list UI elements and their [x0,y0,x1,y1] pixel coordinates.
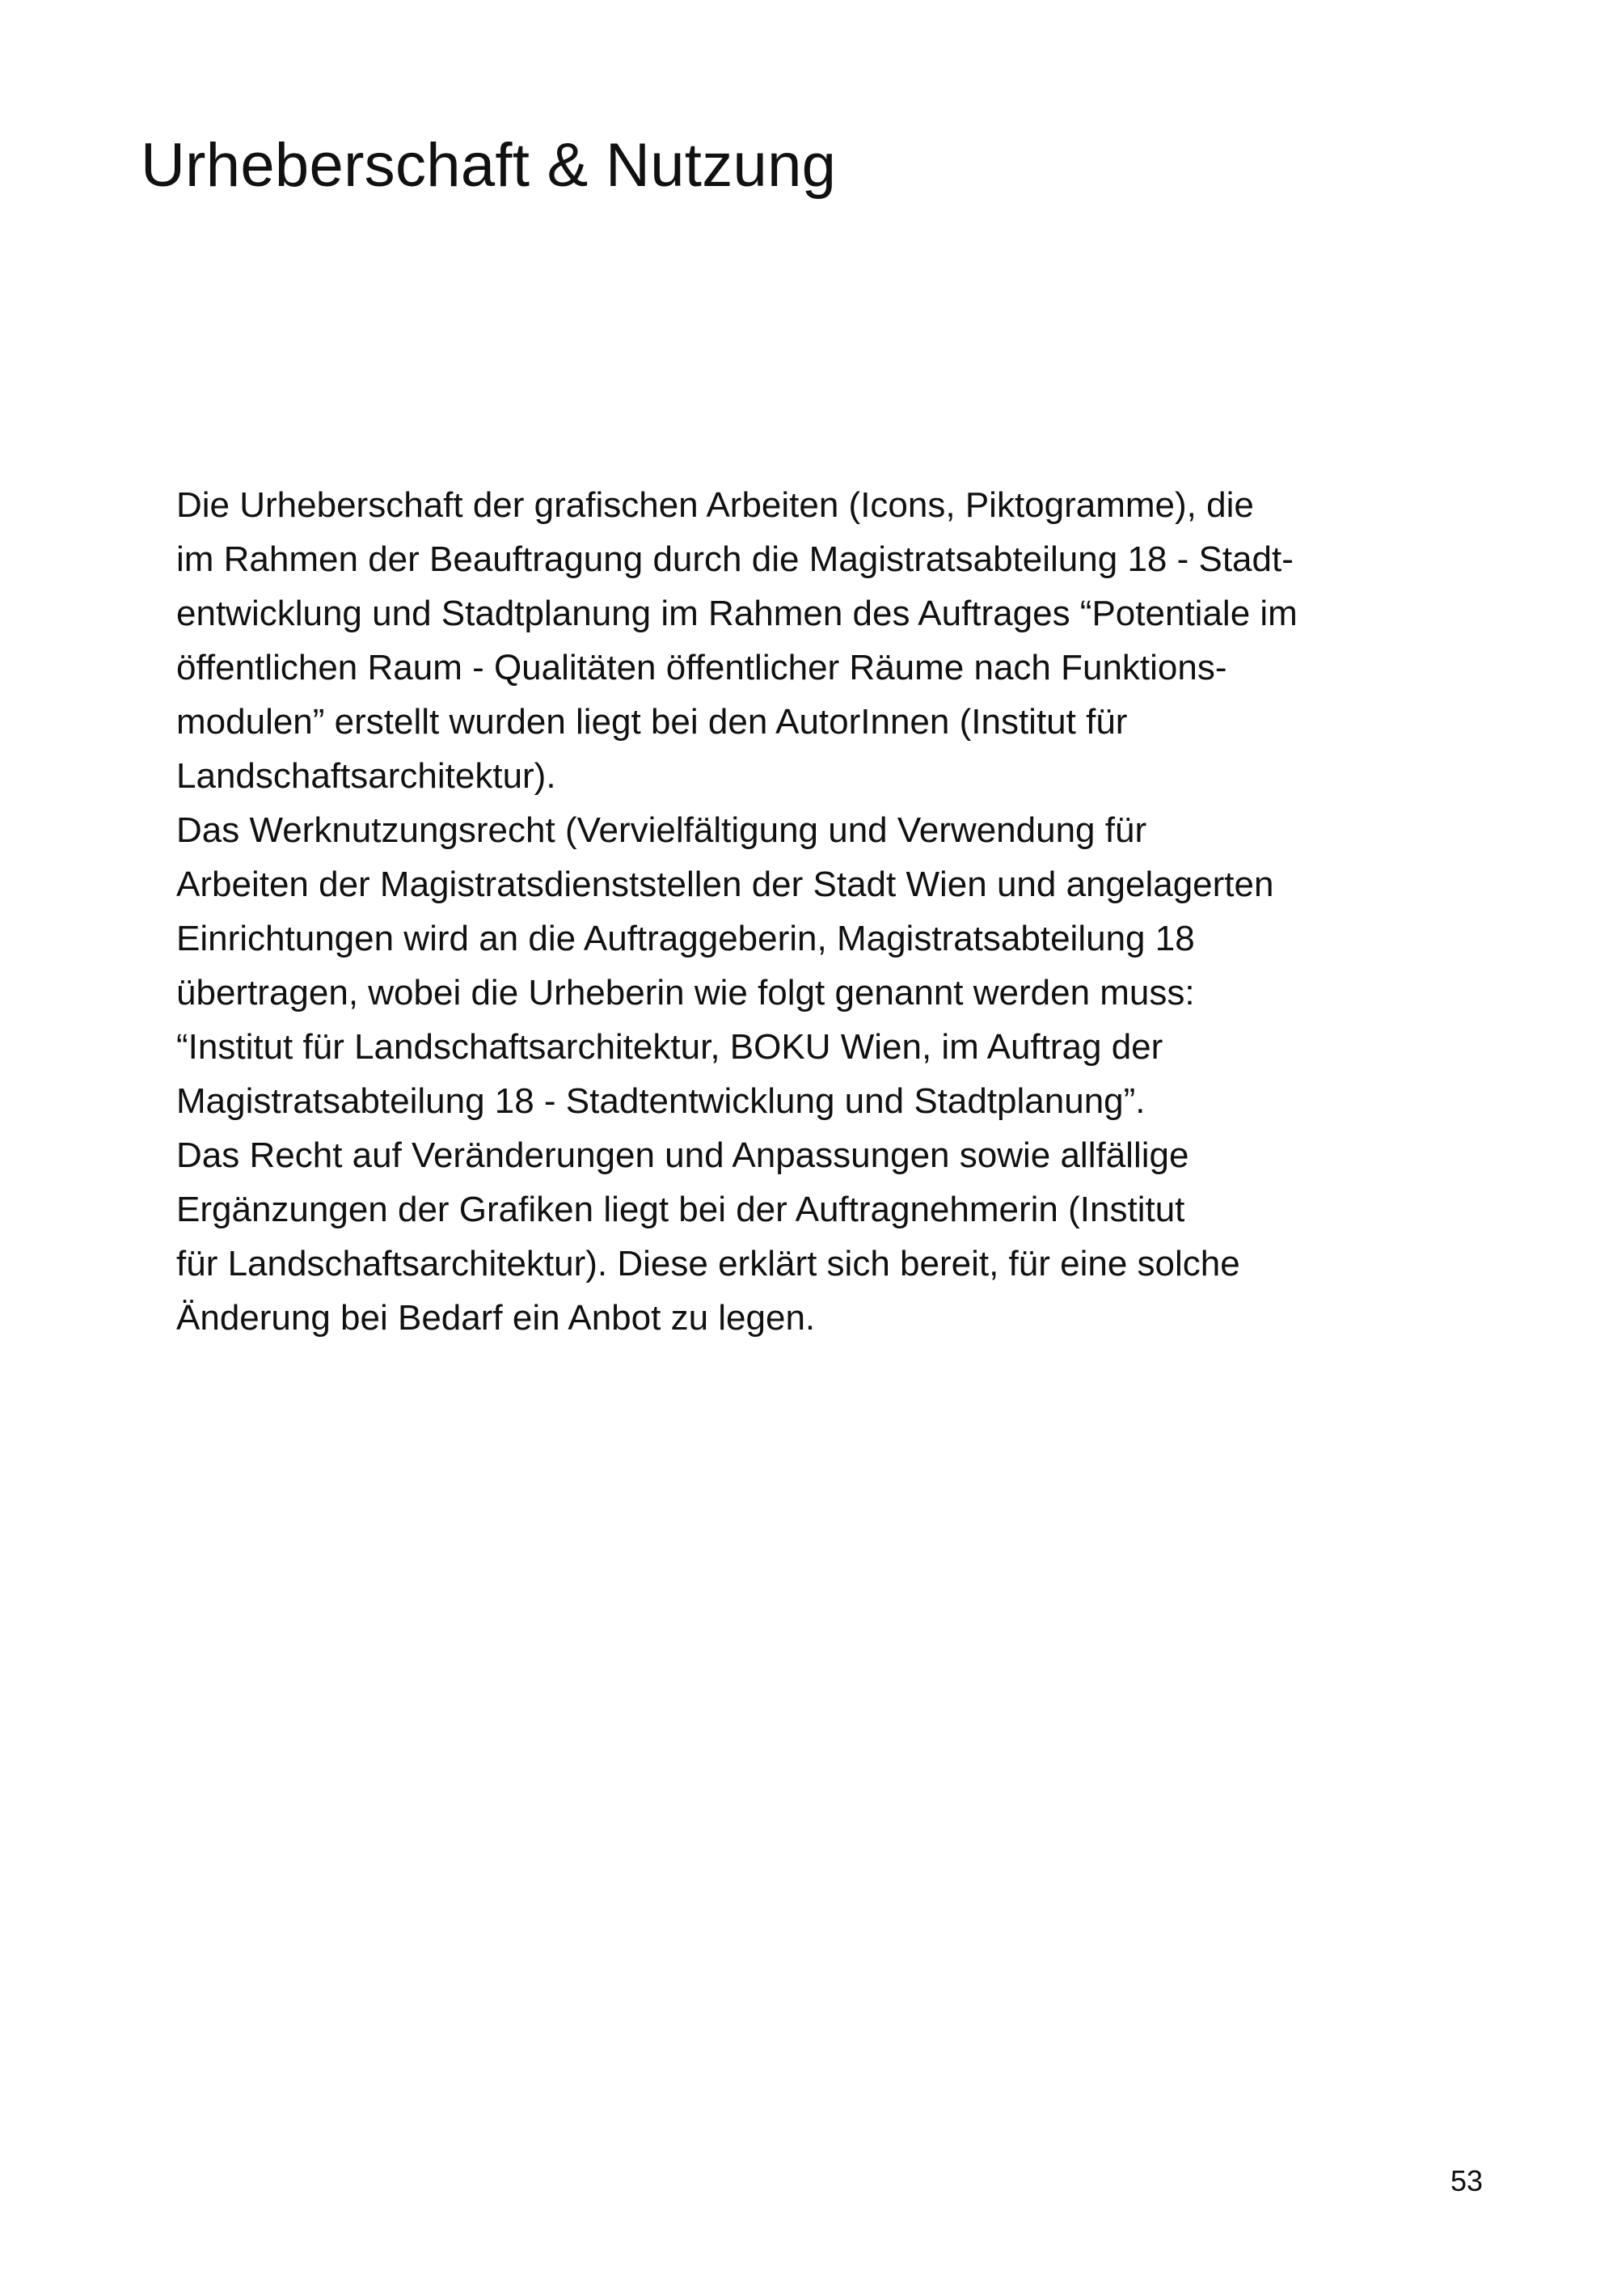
body-line: im Rahmen der Beauftragung durch die Magistratsabteilung 18 - Stadt- [176,539,1294,579]
body-line: entwicklung und Stadtplanung im Rahmen des Auftrages “Potentiale im [176,594,1298,633]
body-line: übertragen, wobei die Urheberin wie folgt genannt werden muss: [176,973,1195,1013]
body-text [176,478,1486,1345]
body-line: modulen” erstellt wurden liegt bei den AutorInnen (Institut für [176,702,1128,742]
body-line: Landschaftsarchitektur). [176,756,556,796]
body-line: Das Werknutzungsrecht (Vervielfältigung und Verwendung für [176,810,1147,850]
page-title: Urheberschaft & Nutzung [141,131,837,200]
body-line: Das Recht auf Veränderungen und Anpassungen sowie allfällige [176,1135,1189,1175]
body-line: für Landschaftsarchitektur). Diese erklärt sich bereit, für eine solche [176,1244,1240,1283]
body-line: Arbeiten der Magistratsdienststellen der Stadt Wien und angelagerten [176,865,1274,904]
body-line: Ergänzungen der Grafiken liegt bei der Auftragnehmerin (Institut [176,1190,1185,1229]
body-line: Änderung bei Bedarf ein Anbot zu legen. [176,1298,816,1338]
body-line: “Institut für Landschaftsarchitektur, BOKU Wien, im Auftrag der [176,1027,1163,1067]
body-line: Die Urheberschaft der grafischen Arbeiten (Icons, Piktogramme), die [176,485,1254,525]
page-number: 53 [1450,2164,1483,2197]
body-line: Einrichtungen wird an die Auftraggeberin, Magistratsabteilung 18 [176,919,1195,958]
body-line: Magistratsabteilung 18 - Stadtentwicklung und Stadtplanung”. [176,1081,1146,1121]
body-line: öffentlichen Raum - Qualitäten öffentlicher Räume nach Funktions- [176,648,1227,687]
